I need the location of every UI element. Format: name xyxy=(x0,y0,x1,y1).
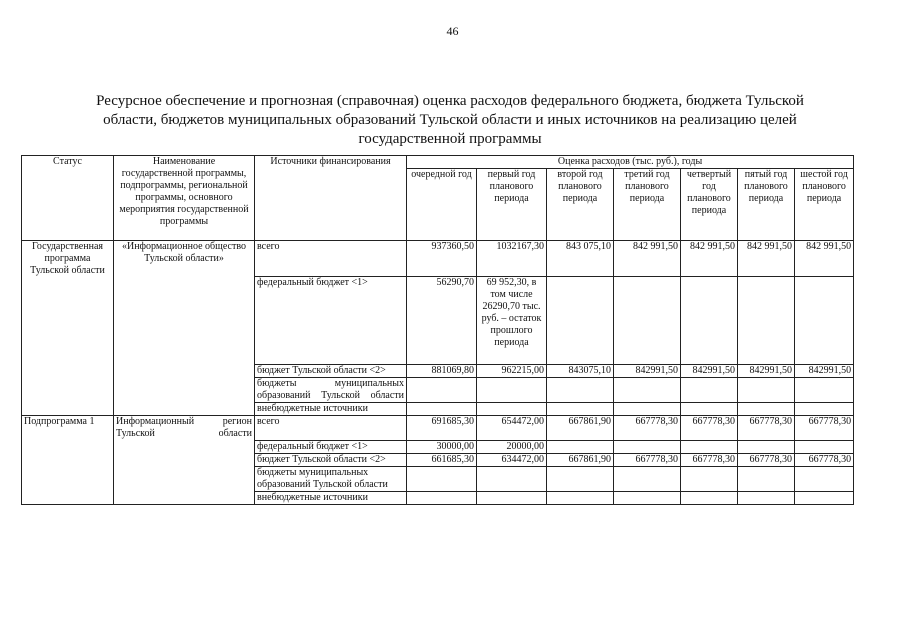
value-cell: 1032167,30 xyxy=(477,241,547,277)
value-cell xyxy=(547,467,614,492)
header-status: Статус xyxy=(22,156,114,241)
value-cell: 667861,90 xyxy=(547,454,614,467)
value-cell: 654472,00 xyxy=(477,416,547,441)
value-cell: 69 952,30, в том числе 26290,70 тыс. руб. – остаток прошлого периода xyxy=(477,277,547,365)
source-cell: федеральный бюджет <1> xyxy=(255,277,407,365)
value-cell xyxy=(407,492,477,505)
value-cell xyxy=(795,441,854,454)
title-line: области, бюджетов муниципальных образований Тульской области и иных источников на реализацию целей xyxy=(103,112,797,128)
value-cell xyxy=(795,403,854,416)
budget-table xyxy=(21,155,854,505)
value-cell: 842 991,50 xyxy=(614,241,681,277)
header-year: шестой год планового периода xyxy=(795,169,854,241)
name-cell: Информационный регион Тульской области xyxy=(114,416,255,505)
value-cell: 842991,50 xyxy=(738,365,795,378)
value-cell: 634472,00 xyxy=(477,454,547,467)
value-cell: 842 991,50 xyxy=(738,241,795,277)
source-cell: внебюджетные источники xyxy=(255,403,407,416)
source-cell: всего xyxy=(255,416,407,441)
value-cell xyxy=(738,378,795,403)
value-cell: 881069,80 xyxy=(407,365,477,378)
value-cell: 667778,30 xyxy=(738,454,795,467)
header-name: Наименование государственной программы, подпрограммы, региональной программы, основного мероприятия государственной программы xyxy=(114,156,255,241)
table-row xyxy=(22,416,854,441)
value-cell: 667778,30 xyxy=(614,416,681,441)
value-cell xyxy=(738,492,795,505)
value-cell xyxy=(547,441,614,454)
value-cell xyxy=(547,378,614,403)
source-cell: бюджет Тульской области <2> xyxy=(255,365,407,378)
value-cell xyxy=(681,441,738,454)
source-cell: бюджеты муниципальных образований Тульской области xyxy=(255,378,407,403)
value-cell: 842 991,50 xyxy=(681,241,738,277)
status-cell: Государственная программа Тульской области xyxy=(22,241,114,416)
value-cell: 842991,50 xyxy=(795,365,854,378)
value-cell xyxy=(477,403,547,416)
value-cell xyxy=(681,378,738,403)
header-year: очередной год xyxy=(407,169,477,241)
value-cell: 20000,00 xyxy=(477,441,547,454)
header-year: второй год планового периода xyxy=(547,169,614,241)
source-cell: внебюджетные источники xyxy=(255,492,407,505)
value-cell xyxy=(407,403,477,416)
value-cell: 843075,10 xyxy=(547,365,614,378)
value-cell xyxy=(795,492,854,505)
value-cell xyxy=(614,441,681,454)
value-cell xyxy=(407,378,477,403)
header-sources: Источники финансирования xyxy=(255,156,407,241)
value-cell xyxy=(681,467,738,492)
value-cell: 667861,90 xyxy=(547,416,614,441)
value-cell xyxy=(614,277,681,365)
source-cell: федеральный бюджет <1> xyxy=(255,441,407,454)
value-cell xyxy=(738,403,795,416)
value-cell: 843 075,10 xyxy=(547,241,614,277)
value-cell xyxy=(795,277,854,365)
value-cell xyxy=(738,277,795,365)
value-cell: 842 991,50 xyxy=(795,241,854,277)
value-cell: 667778,30 xyxy=(795,454,854,467)
value-cell: 661685,30 xyxy=(407,454,477,467)
value-cell xyxy=(681,492,738,505)
value-cell xyxy=(547,492,614,505)
value-cell: 667778,30 xyxy=(795,416,854,441)
value-cell xyxy=(614,492,681,505)
value-cell xyxy=(681,403,738,416)
header-estimate: Оценка расходов (тыс. руб.), годы xyxy=(407,156,854,169)
value-cell xyxy=(614,467,681,492)
header-year: третий год планового периода xyxy=(614,169,681,241)
value-cell: 937360,50 xyxy=(407,241,477,277)
table-header xyxy=(22,156,854,241)
value-cell: 667778,30 xyxy=(681,454,738,467)
title-line: Ресурсное обеспечение и прогнозная (справочная) оценка расходов федерального бюджета, бюджета Тульской xyxy=(96,93,804,109)
value-cell xyxy=(738,441,795,454)
value-cell: 667778,30 xyxy=(738,416,795,441)
value-cell xyxy=(477,467,547,492)
value-cell xyxy=(738,467,795,492)
value-cell: 56290,70 xyxy=(407,277,477,365)
value-cell: 962215,00 xyxy=(477,365,547,378)
value-cell xyxy=(795,378,854,403)
value-cell xyxy=(614,403,681,416)
value-cell xyxy=(795,467,854,492)
value-cell: 842991,50 xyxy=(681,365,738,378)
title-line: государственной программы xyxy=(358,131,542,147)
value-cell xyxy=(547,403,614,416)
source-cell: бюджет Тульской области <2> xyxy=(255,454,407,467)
value-cell: 30000,00 xyxy=(407,441,477,454)
value-cell xyxy=(547,277,614,365)
header-year: первый год планового периода xyxy=(477,169,547,241)
value-cell xyxy=(614,378,681,403)
name-cell: «Информационное общество Тульской области» xyxy=(114,241,255,416)
source-cell: всего xyxy=(255,241,407,277)
value-cell xyxy=(681,277,738,365)
page-number: 46 xyxy=(446,24,459,38)
status-cell: Подпрограмма 1 xyxy=(22,416,114,505)
header-year: четвертый год планового периода xyxy=(681,169,738,241)
header-year: пятый год планового периода xyxy=(738,169,795,241)
value-cell: 667778,30 xyxy=(681,416,738,441)
table-row xyxy=(22,241,854,277)
value-cell: 842991,50 xyxy=(614,365,681,378)
value-cell xyxy=(477,378,547,403)
value-cell: 691685,30 xyxy=(407,416,477,441)
value-cell xyxy=(407,467,477,492)
document-title xyxy=(60,92,840,149)
value-cell xyxy=(477,492,547,505)
source-cell: бюджеты муниципальных образований Тульской области xyxy=(255,467,407,492)
value-cell: 667778,30 xyxy=(614,454,681,467)
